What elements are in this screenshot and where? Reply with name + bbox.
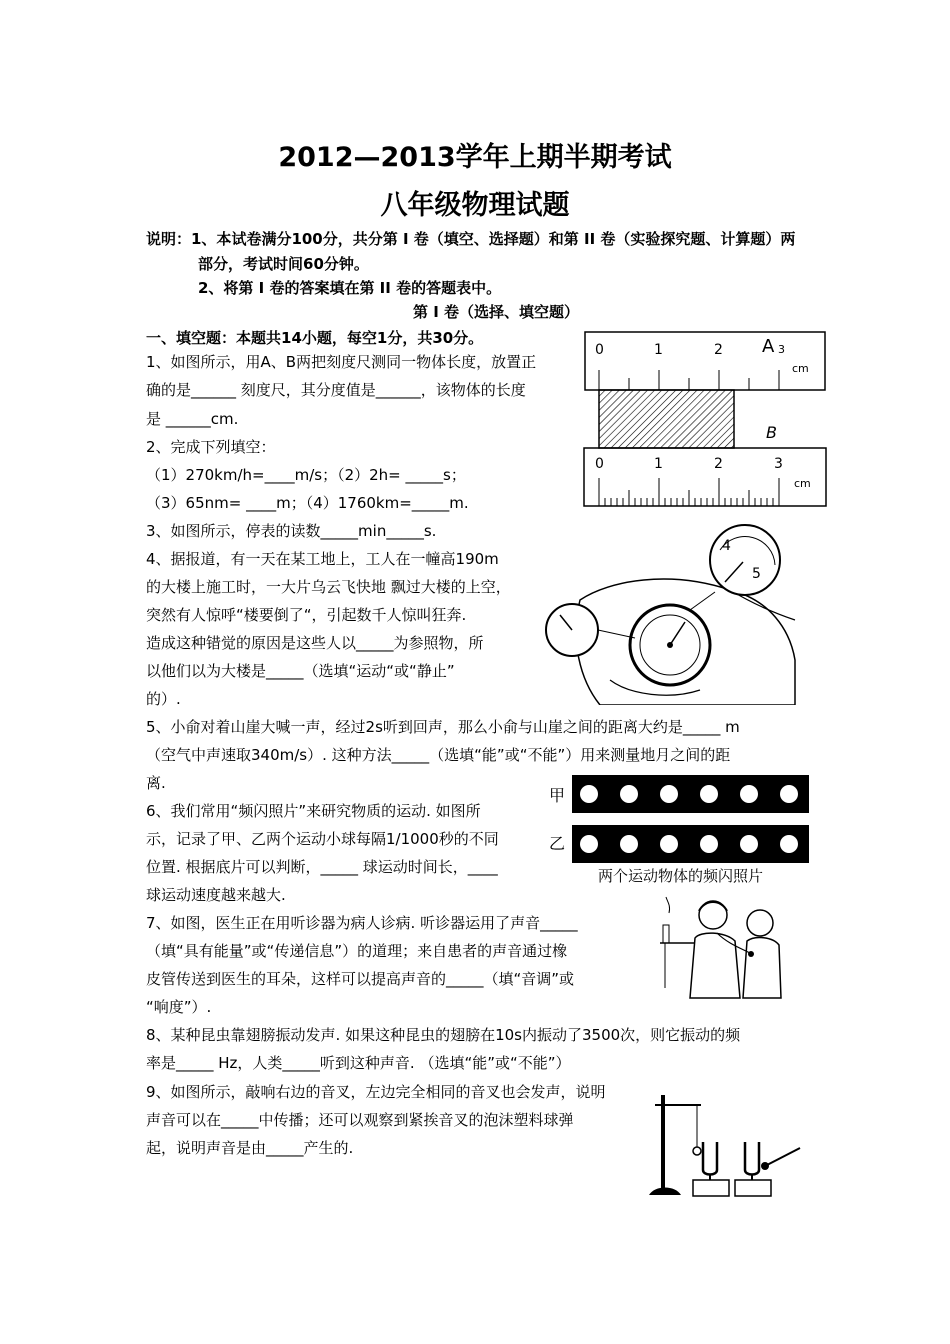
notes-line-1: 说明：1、本试卷满分100分，共分第 I 卷（填空、选择题）和第 II 卷（实验探究题、计算题）两 — [146, 230, 796, 248]
patient-head — [747, 910, 773, 936]
exam-subtitle: 八年级物理试题 — [380, 190, 570, 221]
ruler-b-tick-3: 3 — [774, 456, 783, 472]
ruler-figure — [580, 330, 830, 510]
dial-number-5: 5 — [752, 566, 761, 582]
strobe-strip-jia — [572, 775, 809, 813]
left-fork — [703, 1142, 717, 1175]
q6-line-4: 球运动速度越来越大. — [146, 886, 286, 904]
ruler-b-tick-1: 1 — [654, 456, 663, 472]
right-fork — [745, 1142, 759, 1175]
mallet-head — [761, 1162, 769, 1170]
q9-line-3: 起，说明声音是由_____产生的. — [146, 1139, 354, 1157]
q4-line-1: 4、据报道，有一天在某工地上，工人在一幢高190m — [146, 550, 499, 568]
foam-ball — [693, 1147, 701, 1155]
q6-line-3: 位置. 根据底片可以判断，_____ 球运动时间长，____ — [146, 858, 498, 876]
q9-line-2: 声音可以在_____中传播；还可以观察到紧挨音叉的泡沫塑料球弹 — [146, 1111, 574, 1129]
q8-line-2: 率是_____ Hz，人类_____听到这种声音. （选填“能”或“不能”） — [146, 1054, 571, 1072]
mallet-handle — [767, 1148, 800, 1165]
ruler-a-tick-1: 1 — [654, 342, 663, 358]
section-heading: 一、填空题：本题共14小题，每空1分，共30分。 — [146, 329, 484, 347]
q7-line-4: “响度”）. — [146, 998, 212, 1016]
q2-line-2: （1）270km/h=____m/s；（2）2h= _____s； — [146, 466, 466, 484]
ruler-b-tick-2: 2 — [714, 456, 723, 472]
ruler-b — [584, 448, 826, 506]
strobe-strip-yi — [572, 825, 809, 863]
q3-line-1: 3、如图所示，停表的读数_____min_____s. — [146, 522, 437, 540]
q1-line-1: 1、如图所示，用A、B两把刻度尺测同一物体长度，放置正 — [146, 353, 537, 371]
q5-line-1: 5、小俞对着山崖大喊一声，经过2s听到回声，那么小俞与山崖之间的距离大约是_____ m — [146, 718, 740, 736]
q5-line-3: 离. — [146, 774, 166, 792]
exam-title: 2012—2013学年上期半期考试 — [278, 142, 672, 173]
q9-line-1: 9、如图所示，敲响右边的音叉，左边完全相同的音叉也会发声，说明 — [146, 1083, 606, 1101]
tuning-fork-figure — [645, 1080, 815, 1200]
q7-line-2: （填“具有能量”或“传递信息”）的道理；来自患者的声音通过橡 — [146, 942, 568, 960]
strobe-caption: 两个运动物体的频闪照片 — [598, 867, 764, 885]
q7-line-1: 7、如图，医生正在用听诊器为病人诊病. 听诊器运用了声音_____ — [146, 914, 578, 932]
measured-object — [599, 390, 734, 448]
q1-line-3: 是 ______cm. — [146, 410, 239, 428]
q1-line-2: 确的是______ 刻度尺，其分度值是______，该物体的长度 — [146, 381, 526, 399]
left-resonance-box — [693, 1180, 729, 1196]
part-title: 第 I 卷（选择、填空题） — [413, 303, 580, 321]
stopwatch-figure — [540, 520, 805, 705]
notes-line-2: 部分，考试时间60分钟。 — [198, 255, 369, 273]
ruler-a — [585, 332, 825, 390]
q7-line-3: 皮管传送到医生的耳朵，这样可以提高声音的_____（填“音调”或 — [146, 970, 575, 988]
doctor-figure — [655, 893, 785, 1003]
notes-line-3: 2、将第 I 卷的答案填在第 II 卷的答题表中。 — [198, 279, 502, 297]
q6-line-1: 6、我们常用“频闪照片”来研究物质的运动. 如图所 — [146, 802, 481, 820]
right-resonance-box — [735, 1180, 771, 1196]
magnified-dial-top — [710, 525, 780, 595]
dial-number-4: 4 — [722, 538, 731, 554]
ruler-a-label: A — [762, 336, 775, 357]
doctor-body — [690, 933, 740, 998]
ruler-b-tick-0: 0 — [595, 456, 604, 472]
ruler-a-tick-0: 0 — [595, 342, 604, 358]
q8-line-1: 8、某种昆虫靠翅膀振动发声. 如果这种昆虫的翅膀在10s内振动了3500次，则它振动的频 — [146, 1026, 741, 1044]
q6-line-2: 示，记录了甲、乙两个运动小球每隔1/1000秒的不同 — [146, 830, 499, 848]
q2-line-3: （3）65nm= ____m；（4）1760km=_____m. — [146, 494, 469, 512]
q2-line-1: 2、完成下列填空： — [146, 438, 276, 456]
q4-line-2: 的大楼上施工时，一大片乌云飞快地 飘过大楼的上空， — [146, 578, 511, 596]
ruler-b-label: B — [766, 423, 777, 442]
strobe-photo — [572, 775, 809, 863]
ruler-b-unit: cm — [794, 477, 811, 490]
ruler-a-unit: cm — [792, 362, 809, 375]
ruler-a-tick-2: 2 — [714, 342, 723, 358]
q4-line-5: 以他们以为大楼是_____（选填“运动“或“静止” — [146, 662, 455, 680]
q4-line-4: 造成这种错觉的原因是这些人以_____为参照物，所 — [146, 634, 484, 652]
q5-line-2: （空气中声速取340m/s）. 这种方法_____（选填“能”或“不能”）用来测量地月之间的距 — [146, 746, 731, 764]
ruler-a-tick-3: 3 — [778, 343, 785, 356]
strobe-label-jia: 甲 — [549, 786, 566, 805]
strobe-label-yi: 乙 — [549, 834, 566, 853]
patient-body — [743, 938, 781, 998]
q4-line-6: 的）. — [146, 690, 181, 708]
stand-base — [649, 1188, 681, 1196]
q4-line-3: 突然有人惊呼“楼要倒了“，引起数千人惊叫狂奔. — [146, 606, 467, 624]
